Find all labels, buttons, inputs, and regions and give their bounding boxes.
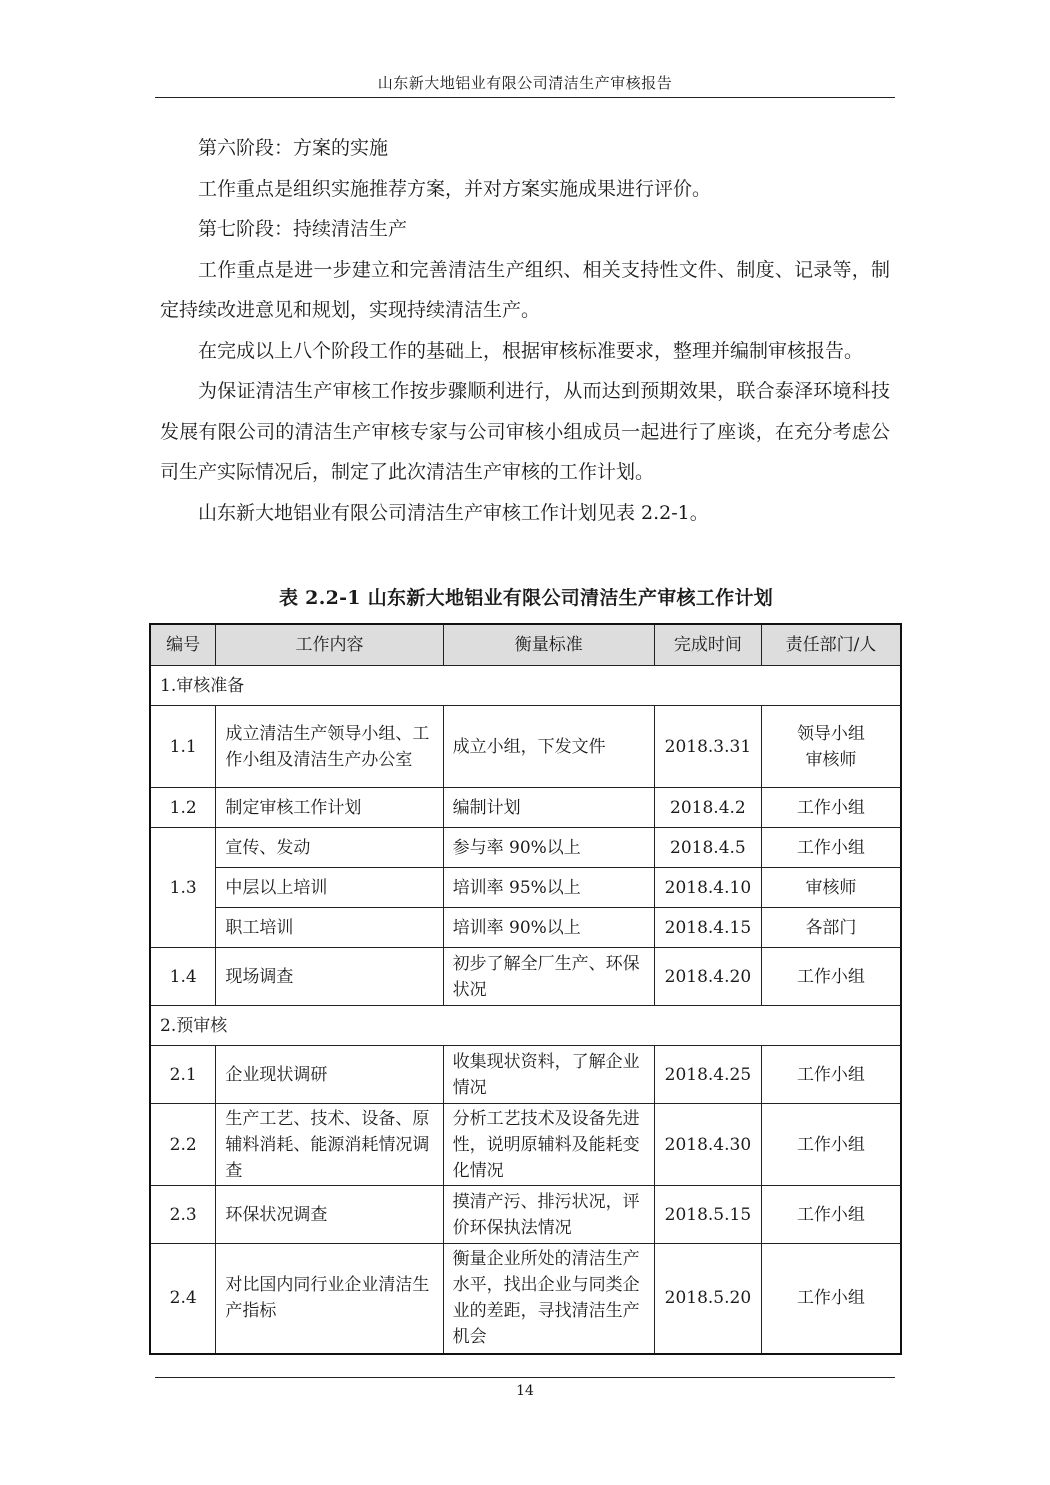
table-row [150,908,901,948]
work-plan-table [149,623,902,1355]
section-label: 2.预审核 [150,1006,901,1046]
paragraph: 第六阶段：方案的实施 [198,137,389,159]
section-row [150,666,901,706]
cell-standard: 摸清产污、排污状况，评价环保执法情况 [443,1186,654,1244]
paragraph: 在完成以上八个阶段工作的基础上，根据审核标准要求，整理并编制审核报告。 [198,339,864,362]
body-text [160,128,890,533]
cell-dept-line: 领导小组 [796,723,865,744]
cell-number: 1.3 [150,828,216,948]
cell-standard: 培训率 90%以上 [443,908,654,948]
cell-content: 生产工艺、技术、设备、原辅料消耗、能源消耗情况调查 [216,1104,443,1186]
cell-number: 2.3 [150,1186,216,1244]
table-row [150,788,901,828]
table-row [150,1244,901,1354]
cell-dept: 工作小组 [761,1186,901,1244]
cell-content: 宣传、发动 [216,828,443,868]
cell-content: 中层以上培训 [216,868,443,908]
cell-standard: 初步了解全厂生产、环保状况 [443,948,654,1006]
cell-content: 现场调查 [216,948,443,1006]
cell-dept: 工作小组 [761,828,901,868]
page-number: 14 [516,1383,534,1399]
footer-divider [155,1377,895,1378]
cell-date: 2018.4.20 [654,948,761,1006]
cell-date: 2018.5.15 [654,1186,761,1244]
cell-date: 2018.4.2 [654,788,761,828]
col-header-dept: 责任部门/人 [761,624,901,666]
page-header-title: 山东新大地铝业有限公司清洁生产审核报告 [377,74,673,92]
cell-number: 2.1 [150,1046,216,1104]
cell-number: 1.2 [150,788,216,828]
header-divider [155,97,895,98]
cell-dept: 审核师 [761,868,901,908]
cell-dept [761,706,901,788]
cell-standard: 成立小组，下发文件 [443,706,654,788]
col-header-number: 编号 [150,624,216,666]
cell-standard: 培训率 95%以上 [443,868,654,908]
table-row [150,948,901,1006]
table-row [150,1046,901,1104]
table-row [150,1104,901,1186]
cell-content: 制定审核工作计划 [216,788,443,828]
col-header-standard: 衡量标准 [443,624,654,666]
cell-date: 2018.4.5 [654,828,761,868]
paragraph: 工作重点是组织实施推荐方案，并对方案实施成果进行评价。 [198,177,712,200]
table-row [150,828,901,868]
paragraph: 山东新大地铝业有限公司清洁生产审核工作计划见表 2.2-1。 [198,501,709,524]
cell-date: 2018.4.25 [654,1046,761,1104]
cell-dept: 工作小组 [761,1104,901,1186]
cell-content: 职工培训 [216,908,443,948]
cell-standard: 衡量企业所处的清洁生产水平，找出企业与同类企业的差距，寻找清洁生产机会 [443,1244,654,1354]
cell-dept: 工作小组 [761,1244,901,1354]
cell-standard: 参与率 90%以上 [443,828,654,868]
col-header-date: 完成时间 [654,624,761,666]
cell-date: 2018.3.31 [654,706,761,788]
cell-dept: 工作小组 [761,788,901,828]
section-label: 1.审核准备 [150,666,901,706]
cell-number: 2.4 [150,1244,216,1354]
cell-content: 环保状况调查 [216,1186,443,1244]
cell-date: 2018.4.30 [654,1104,761,1186]
table-row [150,868,901,908]
table-header-row [150,624,901,666]
cell-number: 2.2 [150,1104,216,1186]
paragraph: 为保证清洁生产审核工作按步骤顺利进行，从而达到预期效果，联合泰泽环境科技发展有限公司的清洁生产审核专家与公司审核小组成员一起进行了座谈，在充分考虑公司生产实际情况后，制定了此次清洁生产审核的工作计划。 [160,380,890,483]
cell-date: 2018.4.10 [654,868,761,908]
cell-standard: 分析工艺技术及设备先进性，说明原辅料及能耗变化情况 [443,1104,654,1186]
table-row [150,1186,901,1244]
paragraph: 工作重点是进一步建立和完善清洁生产组织、相关支持性文件、制度、记录等，制定持续改进意见和规划，实现持续清洁生产。 [160,258,890,321]
cell-standard: 编制计划 [443,788,654,828]
cell-number: 1.4 [150,948,216,1006]
cell-dept-line: 审核师 [805,749,857,770]
table-row [150,706,901,788]
cell-content: 企业现状调研 [216,1046,443,1104]
cell-date: 2018.4.15 [654,908,761,948]
cell-content: 成立清洁生产领导小组、工作小组及清洁生产办公室 [216,706,443,788]
cell-number: 1.1 [150,706,216,788]
col-header-content: 工作内容 [216,624,443,666]
cell-content: 对比国内同行业企业清洁生产指标 [216,1244,443,1354]
cell-standard: 收集现状资料，了解企业情况 [443,1046,654,1104]
cell-date: 2018.5.20 [654,1244,761,1354]
paragraph: 第七阶段：持续清洁生产 [198,218,408,240]
cell-dept: 各部门 [761,908,901,948]
cell-dept: 工作小组 [761,948,901,1006]
table-caption: 表 2.2-1 山东新大地铝业有限公司清洁生产审核工作计划 [278,587,774,609]
cell-dept: 工作小组 [761,1046,901,1104]
section-row [150,1006,901,1046]
